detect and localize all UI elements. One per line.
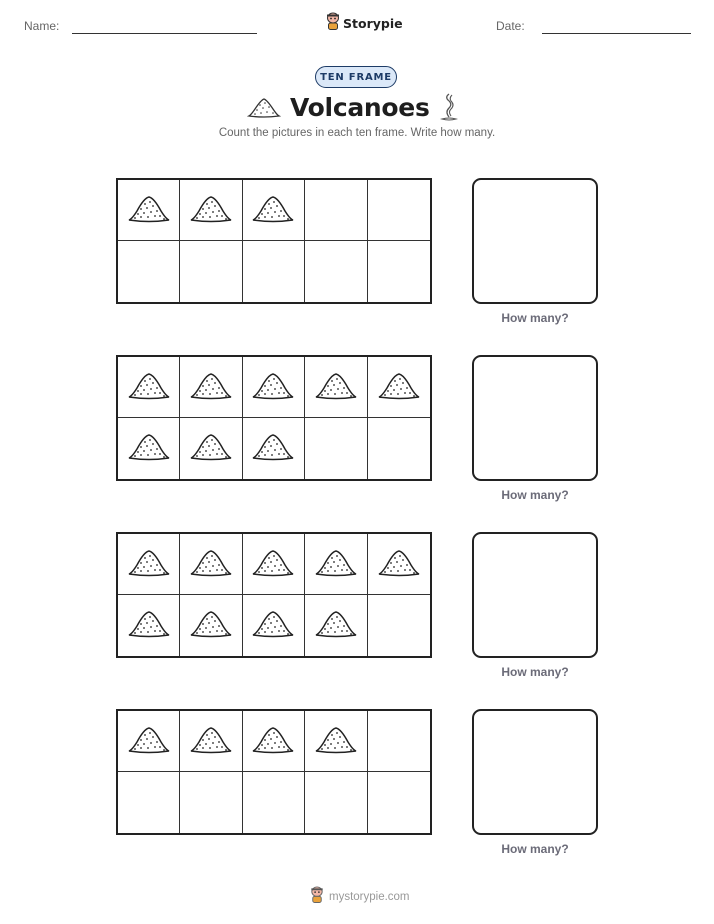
answer-box[interactable] [472,355,598,481]
ten-frame [116,178,432,304]
ten-frame-cell [368,534,430,595]
footer-url[interactable]: mystorypie.com [329,891,410,903]
footer [309,886,410,908]
ten-frame-cell [243,418,305,479]
ten-frame-cell [243,711,305,772]
ten-frame-cell [305,357,367,418]
volcano-icon [377,369,421,406]
ten-frame-cell [118,418,180,479]
instructions: Count the pictures in each ten frame. Write how many. [218,127,496,139]
answer-box[interactable] [472,532,598,658]
volcano-icon [377,546,421,583]
ten-frame-cell [118,595,180,656]
volcano-icon [189,430,233,467]
volcano-icon [314,369,358,406]
volcano-icon [251,546,295,583]
ten-frame-cell [243,357,305,418]
ten-frame-cell [243,595,305,656]
storypie-mascot-icon [309,886,325,908]
volcano-icon [251,723,295,760]
how-many-label: How many? [501,311,569,325]
ten-frame-cell [180,180,242,241]
ten-frame-cell [118,241,180,302]
page-title: Volcanoes [290,93,430,122]
ten-frame [116,355,432,481]
smoke-icon [438,92,460,127]
ten-frame-cell [243,241,305,302]
volcano-icon [251,369,295,406]
storypie-mascot-icon [326,12,340,35]
ten-frame-cell [180,241,242,302]
brand-logo [326,13,403,33]
volcano-icon [251,607,295,644]
volcano-icon [189,607,233,644]
ten-frame-cell [180,711,242,772]
volcano-icon [127,192,171,229]
volcano-icon [251,430,295,467]
ten-frame-cell [118,357,180,418]
ten-frame-cell [305,418,367,479]
date-label: Date: [496,19,525,33]
ten-frame-cell [368,241,430,302]
ten-frame-cell [118,180,180,241]
ten-frame-cell [180,595,242,656]
ten-frame-cell [368,595,430,656]
ten-frame-cell [368,711,430,772]
ten-frame [116,532,432,658]
volcano-icon [189,723,233,760]
name-label: Name: [24,19,60,33]
ten-frame-cell [118,711,180,772]
ten-frame-cell [368,418,430,479]
volcano-icon [314,546,358,583]
volcano-icon [127,430,171,467]
volcano-icon [314,723,358,760]
ten-frame-cell [243,180,305,241]
ten-frame-cell [243,534,305,595]
volcano-icon [127,369,171,406]
ten-frame-cell [118,772,180,833]
volcano-icon [127,607,171,644]
ten-frame [116,709,432,835]
how-many-label: How many? [501,842,569,856]
ten-frame-cell [118,534,180,595]
volcano-icon [247,95,281,124]
ten-frame-cell [305,241,367,302]
answer-box[interactable] [472,709,598,835]
ten-frame-cell [368,180,430,241]
ten-frame-cell [180,418,242,479]
how-many-label: How many? [501,665,569,679]
ten-frame-cell [305,772,367,833]
volcano-icon [189,546,233,583]
volcano-icon [189,369,233,406]
ten-frame-cell [305,180,367,241]
date-line[interactable] [542,33,691,34]
ten-frame-cell [305,534,367,595]
volcano-icon [127,546,171,583]
ten-frame-cell [368,357,430,418]
volcano-icon [189,192,233,229]
volcano-icon [127,723,171,760]
how-many-label: How many? [501,488,569,502]
volcano-icon [251,192,295,229]
ten-frame-cell [180,534,242,595]
ten-frame-cell [180,772,242,833]
name-line[interactable] [72,33,257,34]
ten-frame-cell [180,357,242,418]
ten-frame-cell [305,595,367,656]
brand-name: Storypie [343,15,403,31]
answer-box[interactable] [472,178,598,304]
ten-frame-cell [243,772,305,833]
ten-frame-badge: TEN FRAME [315,66,397,88]
ten-frame-cell [368,772,430,833]
ten-frame-cell [305,711,367,772]
volcano-icon [314,607,358,644]
